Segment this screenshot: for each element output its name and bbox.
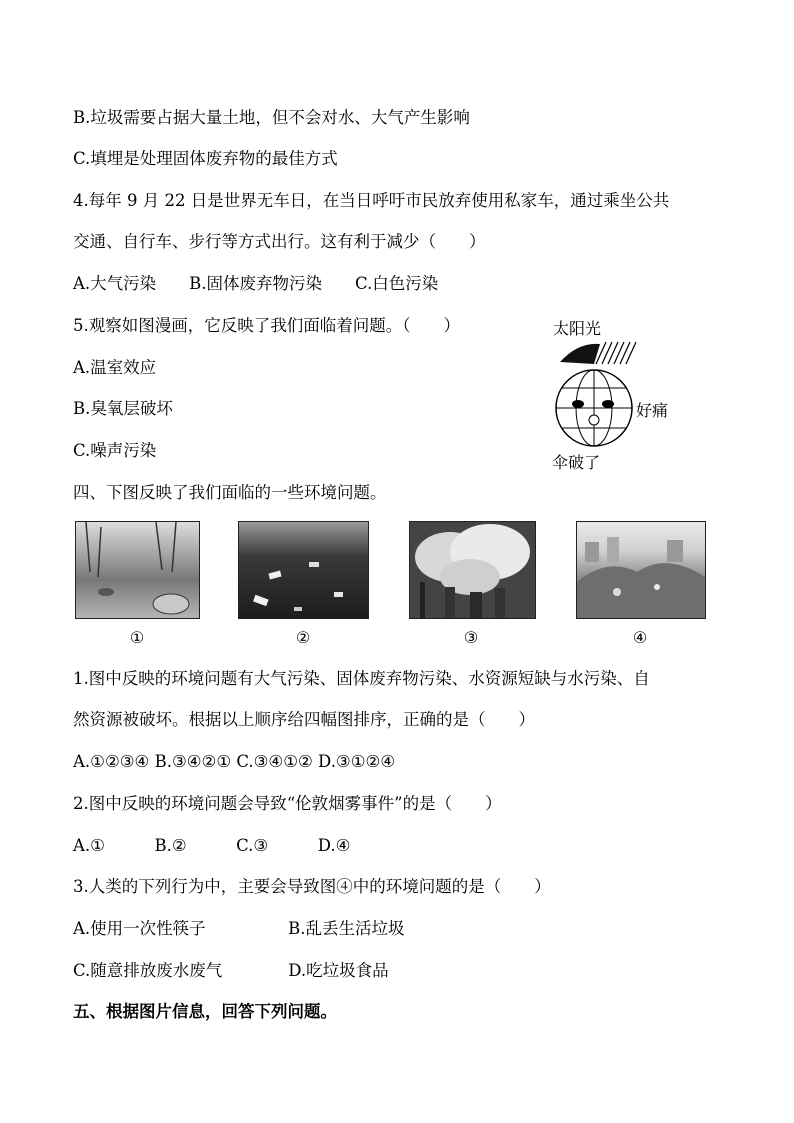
photo-garbage-dump bbox=[576, 521, 706, 619]
photo-tree-stumps bbox=[75, 521, 200, 619]
question-4-options: A.大气污染 B.固体废弃物污染 C.白色污染 bbox=[73, 274, 439, 293]
cartoon-globe-icon bbox=[548, 312, 688, 472]
section-4-q2: 2.图中反映的环境问题会导致“伦敦烟雾事件”的是（ ） bbox=[73, 794, 502, 813]
section-4-q3: 3.人类的下列行为中，主要会导致图④中的环境问题的是（ ） bbox=[73, 877, 551, 896]
ozone-cartoon bbox=[548, 312, 688, 472]
section-4-q1-cont: 然资源被破坏。根据以上顺序给四幅图排序，正确的是（ ） bbox=[73, 710, 535, 729]
line-3c: C.填埋是处理固体废弃物的最佳方式 bbox=[73, 149, 338, 168]
cartoon-pain-label: 好痛 bbox=[636, 401, 669, 420]
photo-label-3: ③ bbox=[463, 628, 479, 647]
cartoon-sun-label: 太阳光 bbox=[553, 319, 602, 338]
section-4-q2-options: A.① B.② C.③ D.④ bbox=[73, 836, 351, 855]
question-5-a: A.温室效应 bbox=[73, 358, 157, 377]
photo-label-4: ④ bbox=[632, 628, 648, 647]
question-5-b: B.臭氧层破坏 bbox=[73, 399, 173, 418]
section-5-heading: 五、根据图片信息，回答下列问题。 bbox=[73, 1002, 337, 1021]
cartoon-umbrella-label: 伞破了 bbox=[552, 453, 601, 472]
section-4-q3-options-cd: C.随意排放废水废气 D.吃垃圾食品 bbox=[73, 961, 389, 980]
line-3b: B.垃圾需要占据大量土地，但不会对水、大气产生影响 bbox=[73, 108, 470, 127]
photo-factory-smoke bbox=[409, 521, 536, 619]
section-4-q1: 1.图中反映的环境问题有大气污染、固体废弃物污染、水资源短缺与水污染、自 bbox=[73, 669, 650, 688]
question-4: 4.每年 9 月 22 日是世界无车日，在当日呼吁市民放弃使用私家车，通过乘坐公共 bbox=[73, 191, 670, 210]
section-4-q3-options-ab: A.使用一次性筷子 B.乱丢生活垃圾 bbox=[73, 919, 405, 938]
section-4-q1-options: A.①②③④ B.③④②① C.③④①② D.③①②④ bbox=[73, 752, 396, 771]
question-4-cont: 交通、自行车、步行等方式出行。这有利于减少（ ） bbox=[73, 232, 486, 251]
question-5: 5.观察如图漫画，它反映了我们面临着问题。（ ） bbox=[73, 316, 460, 335]
photo-polluted-water bbox=[238, 521, 369, 619]
section-4-heading: 四、下图反映了我们面临的一些环境问题。 bbox=[73, 483, 387, 502]
question-5-c: C.噪声污染 bbox=[73, 441, 157, 460]
photo-label-1: ① bbox=[129, 628, 145, 647]
photo-label-2: ② bbox=[295, 628, 311, 647]
